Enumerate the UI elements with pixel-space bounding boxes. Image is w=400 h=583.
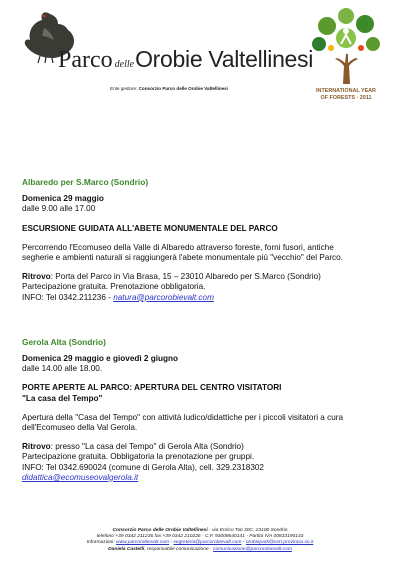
event-description (22, 243, 384, 263)
ritrovo-text: : presso "La casa del Tempo" di Gerola Alta (Sondrio) (50, 442, 244, 452)
event-description-line: dell'Ecomuseo della Val Gerola. (22, 423, 138, 433)
ritrovo-label: Ritrovo (22, 272, 51, 282)
event-email-link[interactable]: natura@parcorobievalt.com (113, 292, 214, 302)
event-date: Domenica 29 maggio e giovedì 2 giugno (22, 354, 179, 364)
event-location: Albaredo per S.Marco (Sondrio) (22, 177, 149, 187)
event-ritrovo (22, 442, 384, 483)
international-year-of-forests-logo (303, 4, 389, 104)
event-albaredo (22, 177, 384, 303)
event-info-participation: Partecipazione gratuita. Prenotazione obbligatoria. (22, 282, 206, 292)
event-gerola (22, 337, 384, 483)
event-title-line: PORTE APERTE AL PARCO: APERTURA DEL CENTRO VISITATORI (22, 383, 282, 393)
gestore-name: Consorzio Parco delle Orobie Valtellinesi (138, 86, 228, 91)
event-ritrovo (22, 272, 384, 303)
event-description-line: segherie e ambienti naturali si raggiungerà l'abete monumentale più "vecchio" del Parco. (22, 253, 343, 263)
events-content (22, 177, 384, 483)
footer-segreteria-link[interactable]: segreteria@parcorobievalt.com (173, 540, 242, 546)
logo-word-orobie: Orobie Valtellinesi (135, 46, 314, 72)
logo-word-delle: delle (114, 59, 135, 70)
event-time: dalle 9.00 alle 17.00 (22, 204, 96, 214)
footer-contacts: telefono +39 0342 211236 fax +39 0342 210226 - C.F. 93008640141 - Partita IVA 00833190143 (96, 534, 304, 540)
footer-separator: - (169, 540, 174, 546)
footer (0, 528, 400, 553)
event-time: dalle 14.00 alle 18.00. (22, 364, 103, 374)
iyf-text-line1: INTERNATIONAL YEAR (316, 88, 376, 94)
event-date: Domenica 29 maggio (22, 194, 104, 204)
footer-comunicazione-link[interactable]: comunicazione@parcorobievalt.com (213, 546, 292, 552)
event-title (22, 383, 384, 403)
footer-pec-link[interactable]: orobiepark@cert.provincia.so.it (245, 540, 314, 546)
event-description-line: Apertura della "Casa del Tempo" con attività ludico/didattiche per i piccoli visitatori a cura (22, 412, 344, 422)
footer-website-link[interactable]: www.parcorobievalt.com (116, 540, 170, 546)
footer-contact-role: , responsabile comunicazione - (144, 546, 214, 552)
event-email-link[interactable]: didattica@ecomuseovalgerola.it (22, 472, 139, 482)
gestore-line (110, 86, 228, 91)
event-location: Gerola Alta (Sondrio) (22, 336, 106, 347)
ritrovo-label: Ritrovo (22, 442, 51, 452)
footer-org-name: Consorzio Parco delle Orobie Valtellinesi (112, 528, 208, 533)
gestore-label: Ente gestore: (110, 86, 138, 91)
event-title-line: "La casa del Tempo" (22, 393, 103, 403)
event-info-phone: INFO: Tel 0342.690024 (comune di Gerola Alta), cell. 329.2318302 (22, 462, 264, 472)
event-description (22, 413, 384, 433)
event-info-phone: INFO: Tel 0342.211236 - (22, 292, 114, 302)
event-description-line: Percorrendo l'Ecomuseo della Valle di Albaredo attraverso foreste, forni fusori, antiche (22, 242, 334, 252)
logo-word-parco: Parco (58, 47, 113, 73)
event-info-participation: Partecipazione gratuita. Obbligatoria la prenotazione per gruppi. (22, 452, 255, 462)
park-logo-wordmark (58, 46, 313, 74)
footer-contact-name: Daniela Castelli (108, 546, 145, 552)
footer-separator: - (241, 540, 246, 546)
iyf-text-line2: OF FORESTS · 2011 (320, 95, 372, 101)
footer-address: - via Enrico Toti 30C, 23100 Sondrio (207, 528, 288, 533)
ritrovo-text: : Porta del Parco in Via Brasa, 15 – 23010 Albaredo per S.Marco (Sondrio) (50, 272, 321, 282)
event-title: ESCURSIONE GUIDATA ALL'ABETE MONUMENTALE DEL PARCO (22, 223, 278, 233)
footer-info-label: Informazioni: (86, 540, 117, 546)
